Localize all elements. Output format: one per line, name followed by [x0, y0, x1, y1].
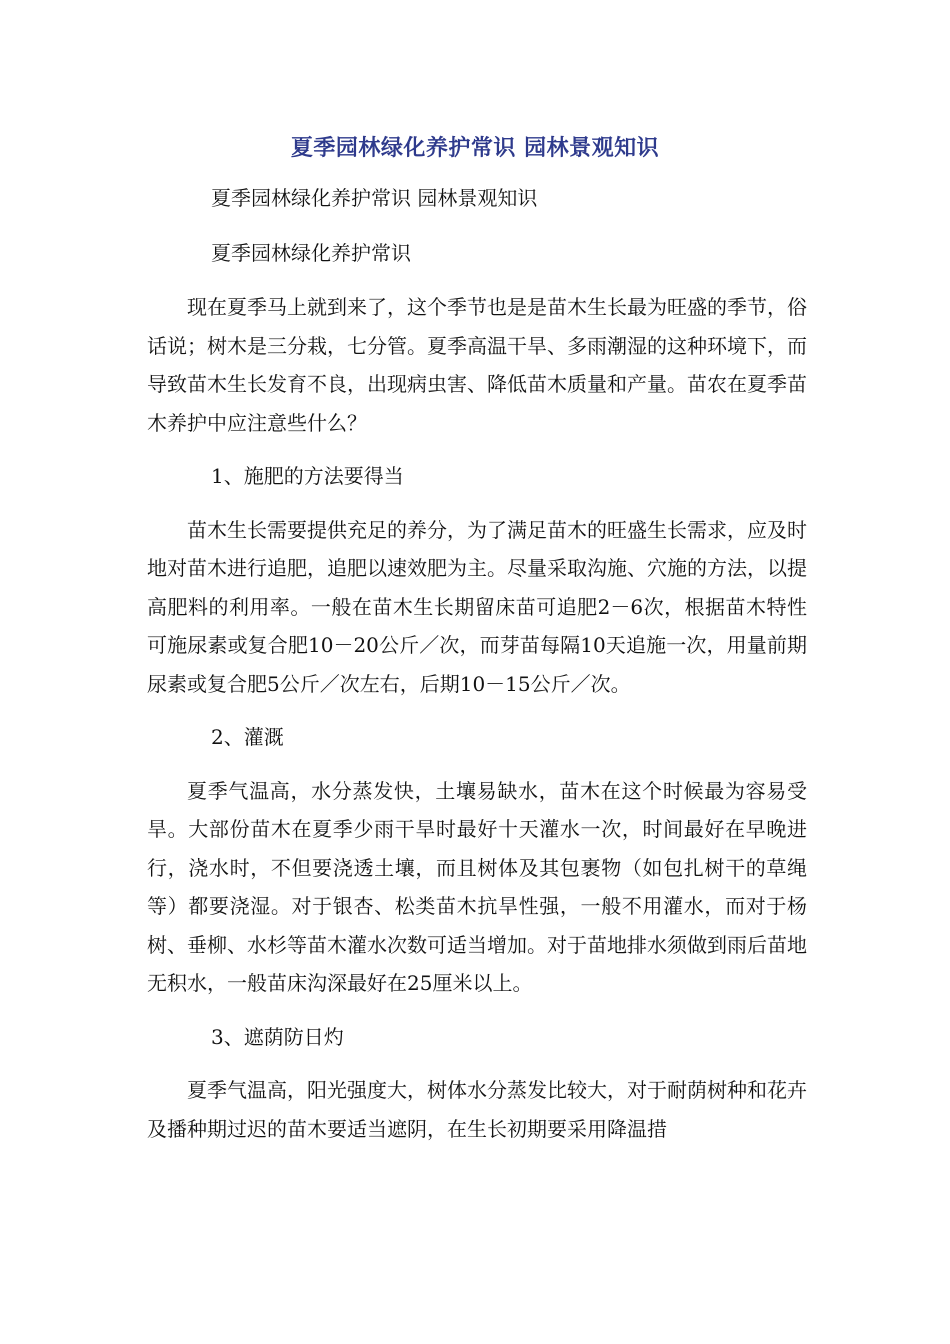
- section-heading: 2、灌溉: [211, 725, 284, 749]
- document-title: 夏季园林绿化养护常识 园林景观知识: [290, 136, 660, 161]
- section-heading: 1、施肥的方法要得当: [211, 464, 404, 488]
- subtitle-line: 夏季园林绿化养护常识 园林景观知识: [211, 186, 538, 210]
- document-body: [147, 179, 807, 1148]
- section-paragraph: 夏季气温高，水分蒸发快，土壤易缺水，苗木在这个时候最为容易受旱。大部份苗木在夏季少雨干旱时最好十天灌水一次，时间最好在早晚进行，浇水时，不但要浇透土壤，而且树体及其包裹物（如包扎树干的草绳等）都要浇湿。对于银杏、松类苗木抗旱性强，一般不用灌水，而对于杨树、垂柳、水杉等苗木灌水次数可适当增加。对于苗地排水须做到雨后苗地无积水，一般苗床沟深最好在25厘米以上。: [147, 778, 807, 995]
- subtitle-line: 夏季园林绿化养护常识: [211, 240, 411, 265]
- section-heading: 3、遮荫防日灼: [211, 1024, 344, 1049]
- section-paragraph: 夏季气温高，阳光强度大，树体水分蒸发比较大，对于耐荫树种和花卉及播种期过迟的苗木要适当遮阴，在生长初期要采用降温措: [147, 1078, 807, 1141]
- section-paragraph: 苗木生长需要提供充足的养分，为了满足苗木的旺盛生长需求，应及时地对苗木进行追肥，追肥以速效肥为主。尽量采取沟施、穴施的方法，以提高肥料的利用率。一般在苗木生长期留床苗可追肥2－6次，根据苗木特性可施尿素或复合肥10－20公斤／次，而芽苗每隔10天追施一次，用量前期尿素或复合肥5公斤／次左右，后期10－15公斤／次。: [147, 517, 807, 696]
- intro-paragraph: 现在夏季马上就到来了，这个季节也是是苗木生长最为旺盛的季节，俗话说；树木是三分栽，七分管。夏季高温干旱、多雨潮湿的这种环境下，而导致苗木生长发育不良，出现病虫害、降低苗木质量和产量。苗农在夏季苗木养护中应注意些什么？: [147, 295, 807, 435]
